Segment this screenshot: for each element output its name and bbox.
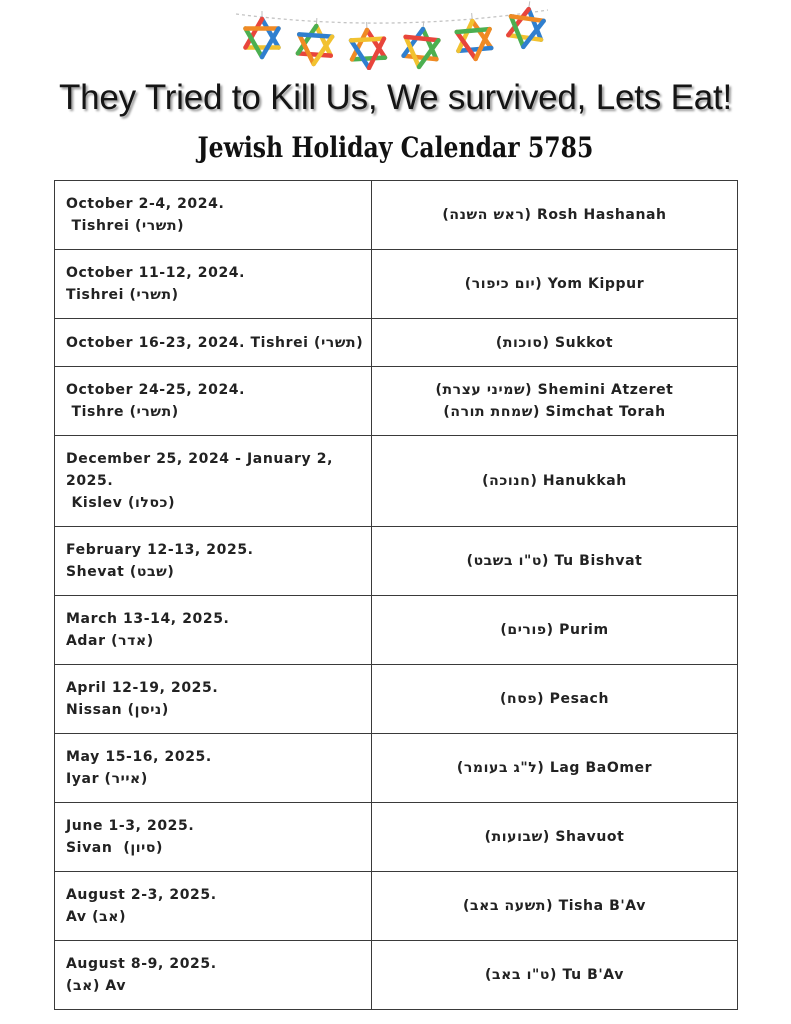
holiday-date-text: March 13-14, 2025. <box>66 611 230 627</box>
star-garland <box>0 0 791 70</box>
holiday-month-text: Kislev (כסלו) <box>66 495 176 511</box>
holiday-row <box>55 367 738 436</box>
holiday-date-cell <box>55 872 372 941</box>
holiday-row <box>55 596 738 665</box>
star-of-david-icon <box>455 12 492 61</box>
holiday-month-text: Adar (אדר) <box>66 633 154 649</box>
holiday-table <box>54 180 738 1010</box>
holiday-row <box>55 665 738 734</box>
holiday-month-text: (אב) Av <box>66 978 127 994</box>
holiday-name-cell <box>372 527 738 596</box>
holiday-month-text: Tishre (תשרי) <box>66 404 179 420</box>
holiday-name-text: (שמחת תורה) Simchat Torah <box>443 404 666 420</box>
holiday-name-text: (ט"ו בשבט) Tu Bishvat <box>466 553 643 569</box>
holiday-date-cell <box>55 734 372 803</box>
holiday-date-text: August 8-9, 2025. <box>66 956 217 972</box>
holiday-row <box>55 250 738 319</box>
holiday-row <box>55 319 738 367</box>
holiday-date-text: October 2-4, 2024. <box>66 196 225 212</box>
holiday-name-text: (שמיני עצרת) Shemini Atzeret <box>435 382 674 398</box>
holiday-date-text: October 16-23, 2024. Tishrei (תשרי) <box>66 334 364 351</box>
holiday-row <box>55 872 738 941</box>
holiday-name-text: (פורים) Purim <box>500 622 609 638</box>
holiday-date-cell <box>55 803 372 872</box>
star-of-david-icon <box>507 0 546 49</box>
holiday-date-cell <box>55 436 372 527</box>
holiday-month-text: Sivan (סיון) <box>66 840 164 856</box>
holiday-date-cell <box>55 527 372 596</box>
holiday-month-text: Nissan (ניסן) <box>66 702 169 718</box>
holiday-row <box>55 803 738 872</box>
holiday-row <box>55 527 738 596</box>
holiday-name-text: (סוכות) Sukkot <box>495 334 614 351</box>
holiday-date-text: October 11-12, 2024. <box>66 265 246 281</box>
holiday-month-text: Av (אב) <box>66 909 127 925</box>
holiday-date-cell <box>55 941 372 1010</box>
holiday-name-text: (פסח) Pesach <box>499 691 610 707</box>
holiday-name-text: (תשעה באב) Tisha B'Av <box>463 898 646 914</box>
holiday-row <box>55 436 738 527</box>
holiday-date-text: December 25, 2024 - January 2, 2025. <box>66 451 339 489</box>
holiday-name-cell <box>372 803 738 872</box>
holiday-date-cell <box>55 596 372 665</box>
holiday-name-text: (חנוכה) Hanukkah <box>482 473 627 489</box>
star-of-david-icon <box>350 21 385 69</box>
holiday-month-text: Shevat (שבט) <box>66 564 175 580</box>
holiday-name-cell <box>372 250 738 319</box>
holiday-row <box>55 181 738 250</box>
page-subtitle: Jewish Holiday Calendar 5785 <box>197 131 594 164</box>
holiday-name-text: (ראש השנה) Rosh Hashanah <box>442 207 667 223</box>
holiday-row <box>55 941 738 1010</box>
holiday-date-text: June 1-3, 2025. <box>66 818 195 834</box>
holiday-date-cell <box>55 181 372 250</box>
holiday-date-text: February 12-13, 2025. <box>66 542 254 558</box>
holiday-name-text: (יום כיפור) Yom Kippur <box>464 276 645 292</box>
holiday-name-text: (ל"ג בעומר) Lag BaOmer <box>456 760 653 776</box>
page-title: They Tried to Kill Us, We survived, Lets Eat! <box>58 78 733 117</box>
holiday-name-cell <box>372 596 738 665</box>
holiday-name-cell <box>372 872 738 941</box>
holiday-date-cell <box>55 250 372 319</box>
star-of-david-icon <box>297 17 333 65</box>
holiday-date-text: May 15-16, 2025. <box>66 749 212 765</box>
holiday-name-cell <box>372 367 738 436</box>
holiday-name-cell <box>372 941 738 1010</box>
holiday-date-text: October 24-25, 2024. <box>66 382 246 398</box>
garland-string <box>236 10 548 23</box>
holiday-name-text: (שבועות) Shavuot <box>484 829 625 845</box>
holiday-month-text: Tishrei (תשרי) <box>66 287 179 303</box>
holiday-date-cell <box>55 367 372 436</box>
holiday-month-text: Iyar (אייר) <box>66 771 148 787</box>
holiday-date-text: August 2-3, 2025. <box>66 887 217 903</box>
holiday-name-cell <box>372 436 738 527</box>
holiday-month-text: Tishrei (תשרי) <box>66 218 185 234</box>
holiday-row <box>55 734 738 803</box>
star-of-david-icon <box>403 19 441 68</box>
holiday-name-cell <box>372 181 738 250</box>
holiday-date-cell <box>55 665 372 734</box>
holiday-name-cell <box>372 734 738 803</box>
holiday-name-cell <box>372 665 738 734</box>
holiday-date-cell <box>55 319 372 367</box>
holiday-date-text: April 12-19, 2025. <box>66 680 219 696</box>
holiday-name-text: (ט"ו באב) Tu B'Av <box>485 967 624 983</box>
holiday-name-cell <box>372 319 738 367</box>
